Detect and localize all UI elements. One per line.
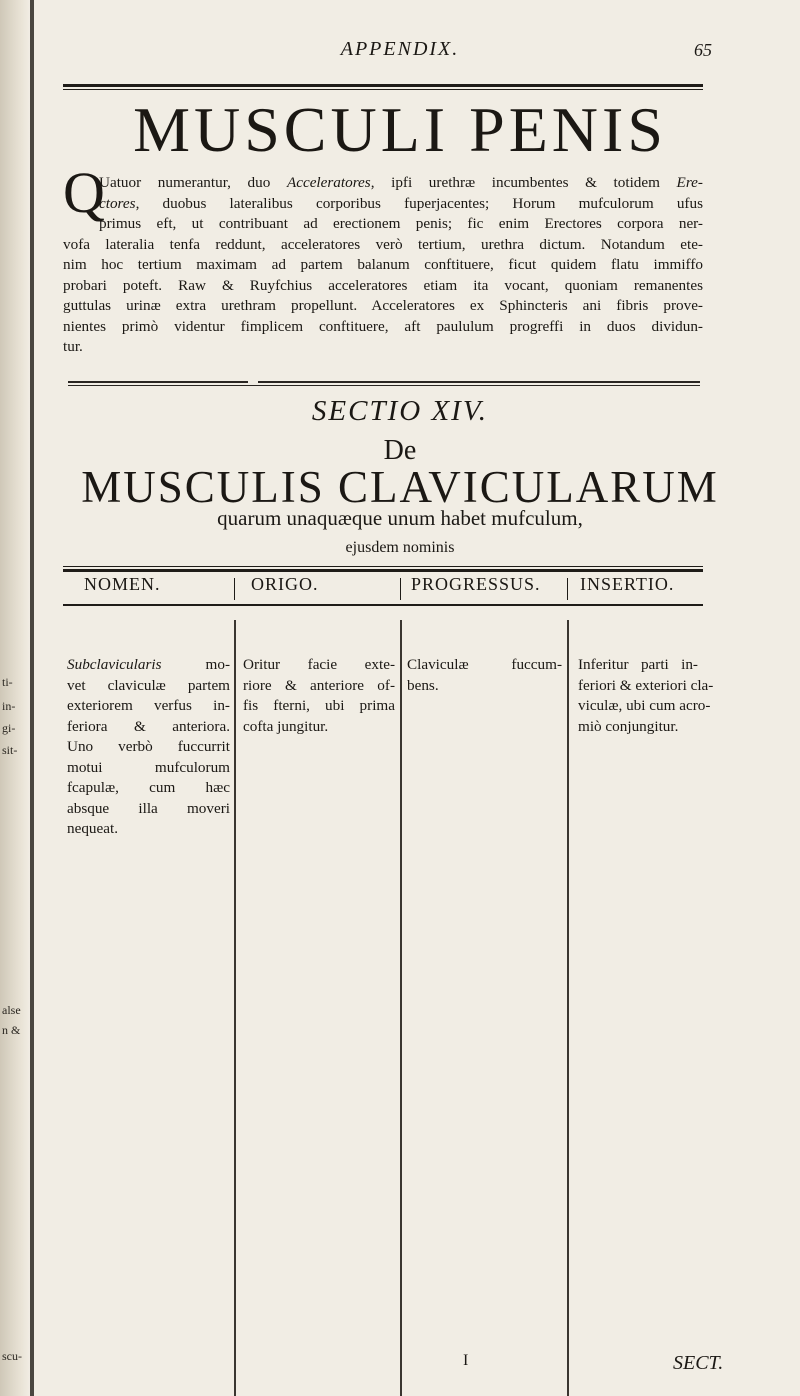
text-line: nequeat. [67, 820, 119, 837]
table-top-rule [63, 569, 703, 572]
text-line: nientes primò videntur fimplicem conftituere, aft paululum progreffi in duos dividun- [63, 317, 703, 335]
margin-fragment: sit- [2, 743, 18, 757]
text-line: exteriorem verfus in- [67, 697, 230, 714]
margin-fragment: ti- [2, 675, 13, 689]
text-line: Oritur facie exte- [243, 656, 395, 673]
cell-nomen [67, 655, 230, 840]
section-label: SECTIO XIV. [311, 395, 489, 427]
text-line: nim hoc tertium maximam ad partem balanum conftituere, ficut quidem flatu immiffo [63, 256, 703, 273]
text-line: cofta jungitur. [243, 717, 329, 735]
section-rule [68, 381, 248, 383]
text-line: feriora & anteriora. [67, 717, 230, 735]
table-header-rule [63, 604, 703, 606]
cell-insertio [578, 655, 714, 737]
header-rule-thin [63, 89, 703, 90]
table-header-nomen: NOMEN. [84, 574, 161, 594]
text-line: fcapulæ, cum hæc [67, 779, 230, 796]
dropcap: Q [63, 160, 105, 225]
margin-fragment: gi- [2, 721, 16, 735]
intro-paragraph [63, 173, 703, 358]
table-top-rule-thin [63, 566, 703, 567]
table-header-progressus: PROGRESSUS. [411, 574, 541, 594]
text-line: motui mufculorum [67, 758, 230, 776]
cell-progressus [407, 655, 562, 696]
margin-fragment: scu- [2, 1349, 22, 1363]
table-header-insertio: INSERTIO. [580, 574, 675, 594]
margin-fragment: in- [2, 699, 16, 713]
header-rule [63, 84, 703, 87]
text-line: viculæ, ubi cum acro- [578, 697, 711, 714]
text-line: absque illa moveri [67, 799, 230, 817]
column-rule [234, 620, 236, 1396]
text-line: ctores, duobus lateralibus corporibus fuperjacentes; Horum mufculorum ufus [99, 194, 703, 212]
text-line: miò conjungitur. [578, 717, 679, 735]
section-rule [258, 381, 700, 383]
section-rule-thin [68, 385, 700, 386]
header-separator [567, 578, 568, 600]
section-subtitle-2: ejusdem nominis [345, 539, 455, 556]
main-title: MUSCULI PENIS [133, 94, 667, 165]
table-header-origo: ORIGO. [251, 574, 319, 594]
text-line: vofa lateralia tenfa reddunt, acceleratores verò tertium, urethra dictum. Notandum ete- [63, 235, 703, 253]
cell-origo [243, 655, 395, 737]
text-line: Subclavicularis mo- [67, 656, 230, 673]
text-line: primus eft, ut contribuant ad erectionem penis; fic enim Erectores corpora ner- [99, 215, 703, 232]
text-line: guttulas urinæ extra urethram propellunt. Acceleratores ex Sphincteris ani fibris prove- [63, 297, 703, 314]
header-separator [400, 578, 401, 600]
section-de: De [383, 435, 417, 466]
text-line: Inferitur parti in- [578, 656, 698, 673]
text-line: fis fterni, ubi prima [243, 697, 395, 714]
running-head: APPENDIX. [340, 38, 460, 60]
text-line: Uno verbò fuccurrit [67, 738, 230, 755]
text-line: probari poteft. Raw & Ruyfchius acceleratores etiam ita vocant, quoniam remanentes [63, 276, 703, 294]
column-rule [567, 620, 569, 1396]
text-line: Claviculæ fuccum- [407, 656, 562, 673]
text-line: Uatuor numerantur, duo Acceleratores, ipfi urethræ incumbentes & totidem Ere- [99, 174, 703, 191]
text-line: riore & anteriore of- [243, 676, 395, 694]
text-line: vet claviculæ partem [67, 676, 230, 694]
margin-fragment: alse [2, 1003, 21, 1017]
header-separator [234, 578, 235, 600]
section-subtitle: quarum unaquæque unum habet mufculum, [217, 506, 583, 530]
column-rule [400, 620, 402, 1396]
page-number: 65 [694, 40, 712, 60]
margin-fragment: n & [2, 1023, 21, 1037]
section-title: MUSCULIS CLAVICULARUM [81, 462, 719, 512]
text-line: bens. [407, 676, 439, 694]
signature-mark: I [463, 1352, 469, 1369]
text-line: feriori & exteriori cla- [578, 676, 714, 694]
page-gutter [0, 0, 30, 1396]
catchword: SECT. [673, 1352, 724, 1374]
gutter-rule [30, 0, 34, 1396]
text-line: tur. [63, 338, 83, 355]
